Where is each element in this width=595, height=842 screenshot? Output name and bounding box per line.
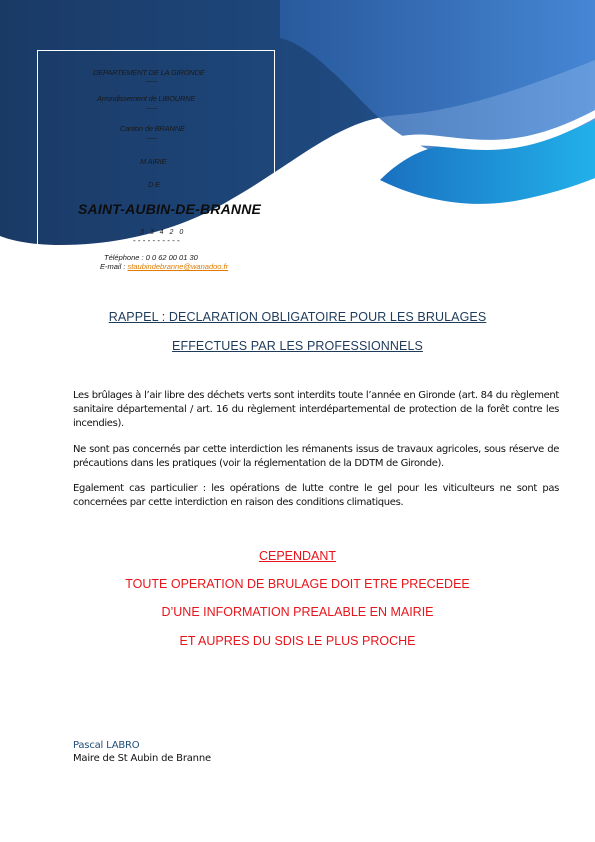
separator: ––––	[146, 136, 158, 142]
town-name: SAINT-AUBIN-DE-BRANNE	[78, 201, 262, 217]
notice-heading: CEPENDANT	[258, 549, 337, 563]
dotted-separator: - - - - - - - - - -	[133, 236, 180, 245]
telephone: Téléphone : 0 0 62 00 01 30	[104, 253, 198, 262]
notice-line-2: D’UNE INFORMATION PREALABLE EN MAIRIE	[161, 605, 434, 619]
notice-line-3: ET AUPRES DU SDIS LE PLUS PROCHE	[179, 634, 416, 648]
separator: ––––	[146, 79, 158, 85]
signature-role: Maire de St Aubin de Branne	[73, 753, 211, 764]
paragraph-3: Egalement cas particulier : les opérations de lutte contre le gel pour les viticulteurs ne sont pas concernées par cette interdiction en raison des conditions climatiques.	[73, 483, 559, 508]
email-link[interactable]: staubindebranne@wanadoo.fr	[127, 262, 229, 271]
notice-line-1: TOUTE OPERATION DE BRULAGE DOIT ETRE PRECEDEE	[125, 577, 470, 591]
canton-label: Canton de BRANNE	[120, 124, 185, 133]
de-label: D E	[148, 180, 160, 189]
postcode: 3 3 4 2 0	[140, 229, 186, 236]
paragraph-2: Ne sont pas concernés par cette interdiction les rémanents issus de travaux agricoles, sous réserve de précautions dans les pratiques (voir la réglementation de la DDTM de Gironde).	[73, 444, 559, 469]
mairie-label: M AIRIE	[140, 157, 167, 166]
arrondissement-label: Arrondissement de LIBOURNE	[97, 94, 196, 103]
signature-name: Pascal LABRO	[73, 740, 140, 751]
departement-label: DEPARTEMENT DE LA GIRONDE	[93, 68, 205, 77]
paragraph-1: Les brûlages à l’air libre des déchets verts sont interdits toute l’année en Gironde (art. 84 du règlement sanitaire départemental / art. 16 du règlement interdépartemental de protection de la forêt contre les incendies).	[73, 390, 559, 429]
email-line	[100, 262, 228, 271]
title-line-1: RAPPEL : DECLARATION OBLIGATOIRE POUR LES BRULAGES	[108, 310, 487, 324]
email-label: E-mail :	[100, 262, 128, 271]
title-line-2: EFFECTUES PAR LES PROFESSIONNELS	[172, 339, 423, 353]
separator: ––––	[146, 106, 158, 112]
